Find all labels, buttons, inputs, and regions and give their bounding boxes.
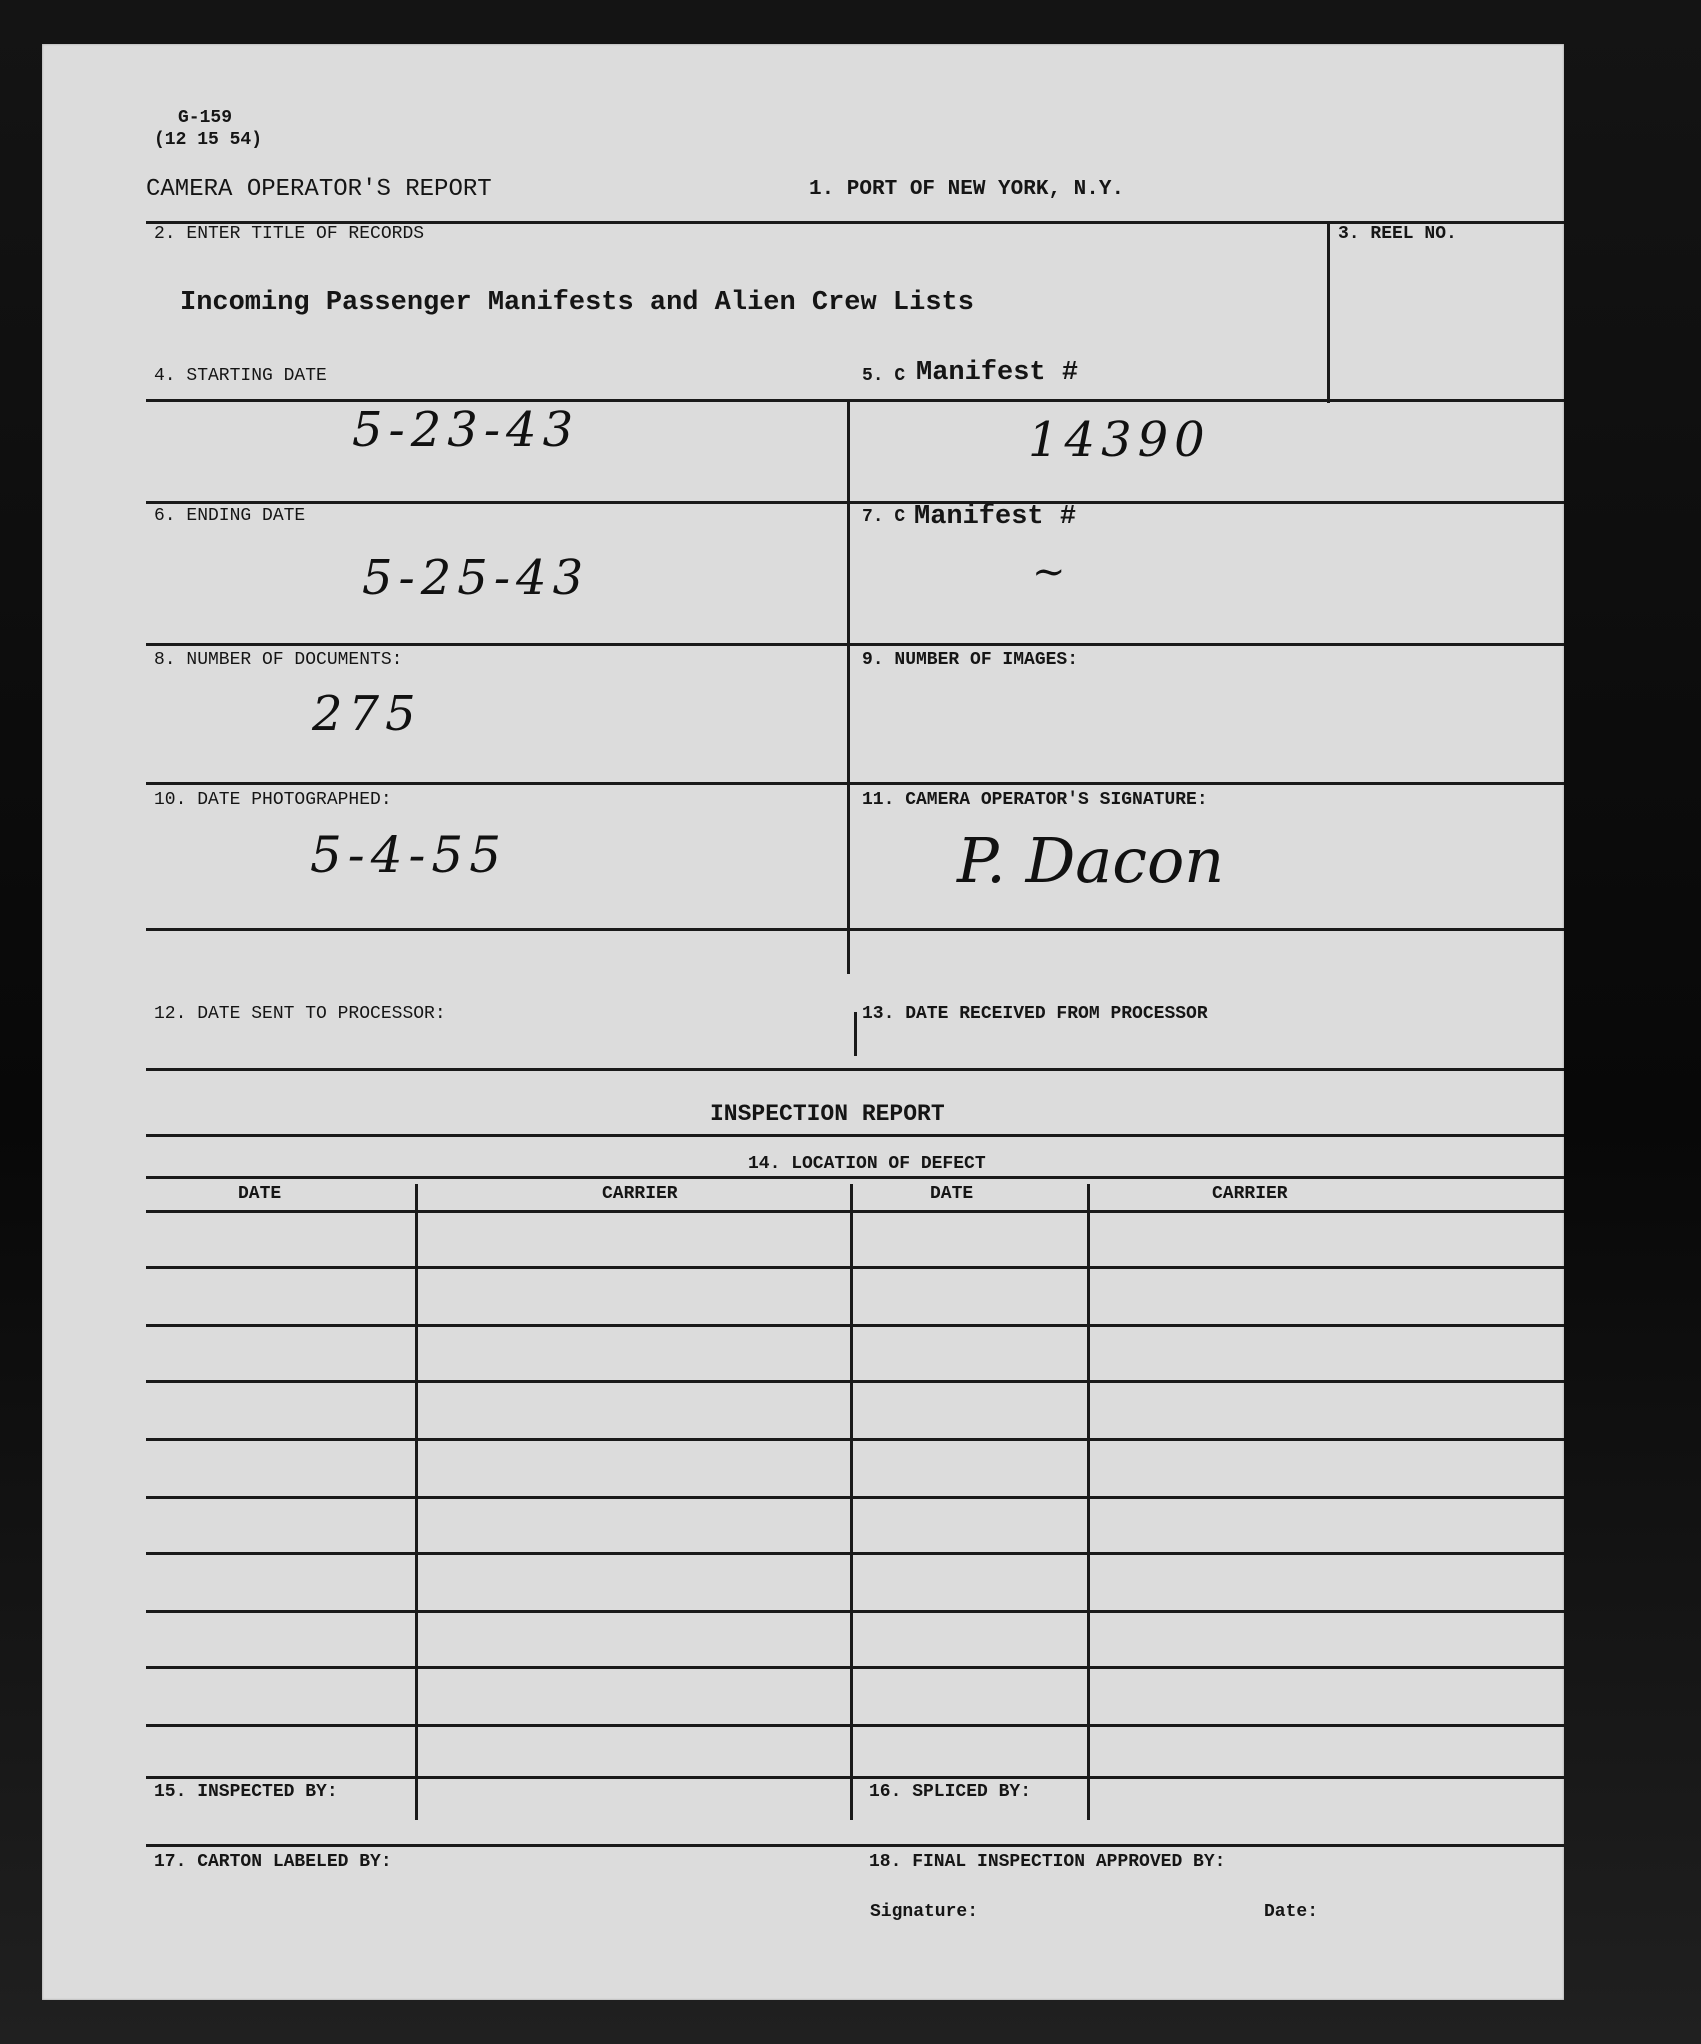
- table-row: [146, 1776, 1564, 1779]
- signature-label: Signature:: [870, 1902, 979, 1922]
- column-header-carrier-1: CARRIER: [602, 1184, 678, 1204]
- final-inspection-label: 18. FINAL INSPECTION APPROVED BY:: [869, 1852, 1226, 1872]
- starting-manifest-overtype: Manifest #: [916, 358, 1079, 388]
- camera-operator-signature-label: 11. CAMERA OPERATOR'S SIGNATURE:: [862, 790, 1208, 810]
- carton-labeled-by-label: 17. CARTON LABELED BY:: [154, 1852, 392, 1872]
- table-row: [146, 1610, 1564, 1613]
- inspection-report-title: INSPECTION REPORT: [710, 1101, 945, 1127]
- inspected-by-label: 15. INSPECTED BY:: [154, 1782, 338, 1802]
- column-header-date-2: DATE: [930, 1184, 974, 1204]
- table-row: [146, 1380, 1564, 1383]
- form-page: [42, 44, 1564, 2000]
- center-divider-mid: [854, 1012, 857, 1056]
- center-divider-upper: [847, 399, 850, 974]
- starting-date-value: 5-23-43: [352, 402, 580, 458]
- ending-manifest-overtype: Manifest #: [914, 502, 1077, 532]
- table-row: [146, 1324, 1564, 1327]
- port-label: 1. PORT OF NEW YORK, N.Y.: [809, 178, 1125, 201]
- table-row: [146, 1266, 1564, 1269]
- table-row: [146, 1552, 1564, 1555]
- table-row: [146, 1438, 1564, 1441]
- record-type-value: Incoming Passenger Manifests and Alien Crew Lists: [180, 288, 974, 318]
- rule-6: [146, 928, 1564, 931]
- starting-manifest-value: 14390: [1028, 412, 1211, 468]
- number-of-images-label: 9. NUMBER OF IMAGES:: [862, 650, 1079, 670]
- column-header-carrier-2: CARRIER: [1212, 1184, 1288, 1204]
- reel-divider: [1327, 221, 1330, 403]
- ending-manifest-value: ~: [1032, 549, 1072, 595]
- date-received-label: 13. DATE RECEIVED FROM PROCESSOR: [862, 1004, 1208, 1024]
- table-row: [146, 1496, 1564, 1499]
- rule-5: [146, 782, 1564, 785]
- reel-number-label: 3. REEL NO.: [1338, 224, 1457, 244]
- table-row: [146, 1724, 1564, 1727]
- rule-9: [146, 1176, 1564, 1179]
- date-label: Date:: [1264, 1902, 1319, 1922]
- form-title: CAMERA OPERATOR'S REPORT: [146, 176, 492, 203]
- rule-4: [146, 643, 1564, 646]
- rule-3: [146, 501, 1564, 504]
- camera-operator-signature: P. Dacon: [957, 824, 1225, 897]
- date-photographed-value: 5-4-55: [310, 826, 508, 884]
- ending-manifest-label: 7. C: [862, 507, 906, 527]
- number-of-documents-value: 275: [312, 686, 422, 742]
- date-photographed-label: 10. DATE PHOTOGRAPHED:: [154, 790, 392, 810]
- rule-8: [146, 1134, 1564, 1137]
- form-revision: (12 15 54): [154, 130, 263, 150]
- location-of-defect-label: 14. LOCATION OF DEFECT: [748, 1154, 986, 1174]
- rule-7: [146, 1068, 1564, 1071]
- starting-date-label: 4. STARTING DATE: [154, 366, 327, 386]
- table-row: [146, 1666, 1564, 1669]
- number-of-documents-label: 8. NUMBER OF DOCUMENTS:: [154, 650, 403, 670]
- date-sent-label: 12. DATE SENT TO PROCESSOR:: [154, 1004, 446, 1024]
- ending-date-label: 6. ENDING DATE: [154, 506, 306, 526]
- rule-bottom: [146, 1844, 1564, 1847]
- form-number: G-159: [178, 108, 233, 128]
- record-type-label: 2. ENTER TITLE OF RECORDS: [154, 224, 425, 244]
- table-header-rule: [146, 1210, 1564, 1213]
- column-header-date-1: DATE: [238, 1184, 282, 1204]
- spliced-by-label: 16. SPLICED BY:: [869, 1782, 1032, 1802]
- ending-date-value: 5-25-43: [362, 550, 590, 606]
- starting-manifest-label: 5. C: [862, 366, 906, 386]
